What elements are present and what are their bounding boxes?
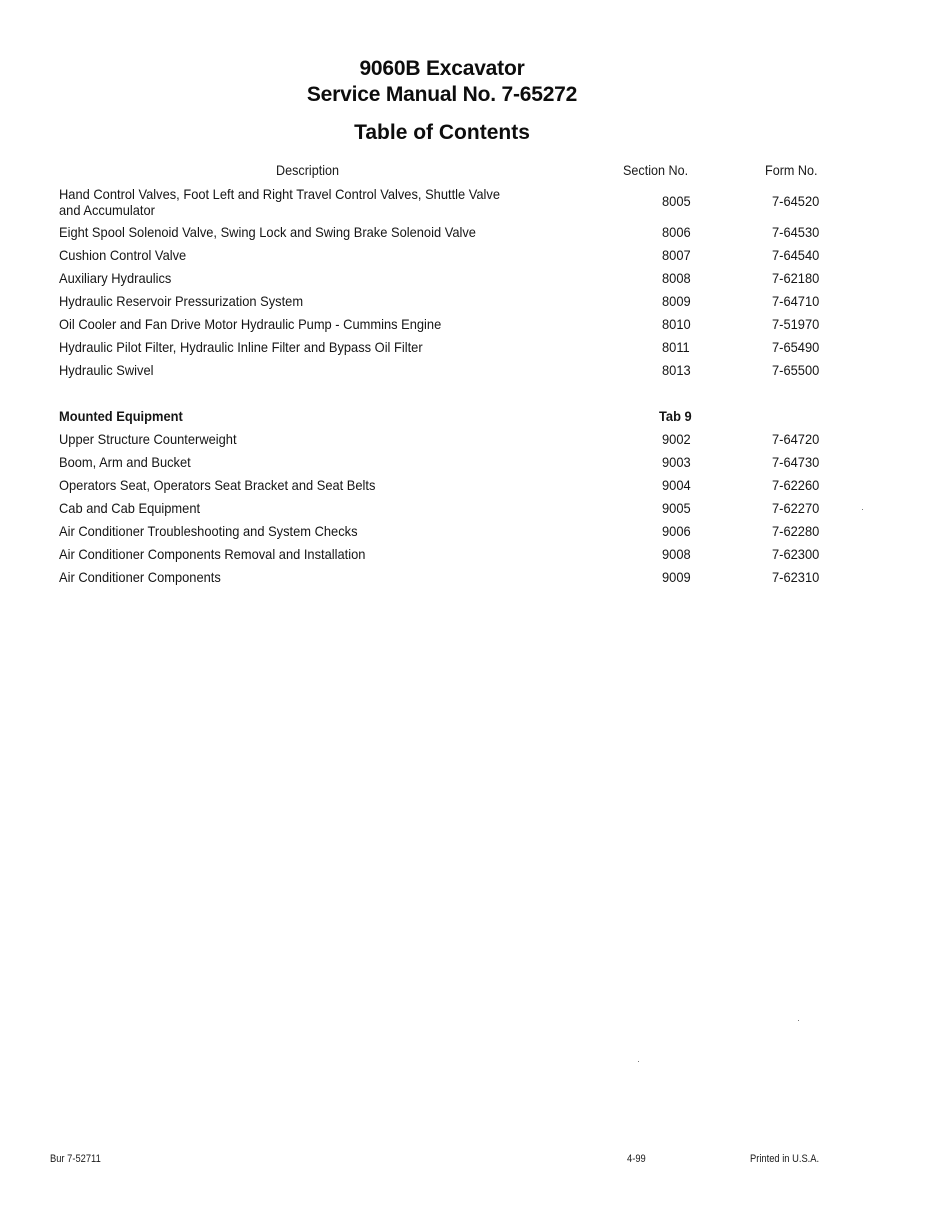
toc-section: 8007	[662, 247, 691, 263]
toc-description: Eight Spool Solenoid Valve, Swing Lock and Swing Brake Solenoid Valve	[59, 224, 476, 240]
toc-description: Hydraulic Reservoir Pressurization System	[59, 293, 304, 309]
toc-section: 8011	[662, 339, 690, 355]
toc-form: 7-62310	[772, 569, 820, 585]
toc-form: 7-62280	[772, 523, 820, 539]
scan-speck	[638, 1061, 639, 1062]
toc-section: 9004	[662, 477, 691, 493]
toc-description: Oil Cooler and Fan Drive Motor Hydraulic Pump - Cummins Engine	[59, 316, 442, 332]
footer-printed-in: Printed in U.S.A.	[750, 1153, 820, 1165]
toc-form: 7-64530	[772, 224, 820, 240]
toc-form: 7-64520	[772, 193, 820, 209]
toc-group-tab: Tab 9	[659, 408, 692, 424]
toc-description: Cab and Cab Equipment	[59, 500, 201, 516]
toc-form: 7-62270	[772, 500, 820, 516]
toc-form: 7-64540	[772, 247, 820, 263]
document-title: 9060B Excavator	[359, 57, 525, 80]
toc-section: 8006	[662, 224, 691, 240]
toc-description: Air Conditioner Troubleshooting and System Checks	[59, 523, 358, 539]
toc-section: 8009	[662, 293, 691, 309]
toc-section: 8010	[662, 316, 691, 332]
toc-form: 7-51970	[772, 316, 820, 332]
toc-section: 9002	[662, 431, 691, 447]
footer-date: 4-99	[627, 1153, 646, 1165]
toc-heading: Table of Contents	[354, 121, 530, 144]
document-title-block	[0, 56, 884, 108]
toc-form: 7-65500	[772, 362, 820, 378]
toc-section: 9005	[662, 500, 691, 516]
column-header-description: Description	[276, 162, 340, 178]
toc-description: Hydraulic Pilot Filter, Hydraulic Inline Filter and Bypass Oil Filter	[59, 339, 423, 355]
toc-description: Hand Control Valves, Foot Left and Right Travel Control Valves, Shuttle Valve and Accumulator	[59, 186, 501, 218]
toc-form: 7-64720	[772, 431, 820, 447]
column-header-form: Form No.	[765, 162, 818, 178]
toc-section: 9008	[662, 546, 691, 562]
toc-description: Cushion Control Valve	[59, 247, 187, 263]
toc-group-title: Mounted Equipment	[59, 408, 183, 424]
toc-section: 9009	[662, 569, 691, 585]
toc-description: Upper Structure Counterweight	[59, 431, 237, 447]
toc-description: Air Conditioner Components Removal and Installation	[59, 546, 366, 562]
toc-form: 7-64710	[772, 293, 820, 309]
toc-description: Operators Seat, Operators Seat Bracket and Seat Belts	[59, 477, 376, 493]
column-header-section: Section No.	[623, 162, 689, 178]
footer-document-number: Bur 7-52711	[50, 1153, 101, 1165]
toc-form: 7-62180	[772, 270, 820, 286]
toc-description: Hydraulic Swivel	[59, 362, 154, 378]
toc-section: 8013	[662, 362, 691, 378]
toc-section: 8005	[662, 193, 691, 209]
toc-form: 7-62300	[772, 546, 820, 562]
toc-description: Auxiliary Hydraulics	[59, 270, 172, 286]
toc-form: 7-65490	[772, 339, 820, 355]
scan-speck	[862, 509, 863, 510]
toc-description: Air Conditioner Components	[59, 569, 221, 585]
toc-section: 9003	[662, 454, 691, 470]
scan-speck	[798, 1020, 799, 1021]
toc-section: 8008	[662, 270, 691, 286]
manual-number-title: Service Manual No. 7-65272	[306, 83, 578, 106]
toc-form: 7-62260	[772, 477, 820, 493]
toc-description: Boom, Arm and Bucket	[59, 454, 191, 470]
toc-form: 7-64730	[772, 454, 820, 470]
toc-section: 9006	[662, 523, 691, 539]
